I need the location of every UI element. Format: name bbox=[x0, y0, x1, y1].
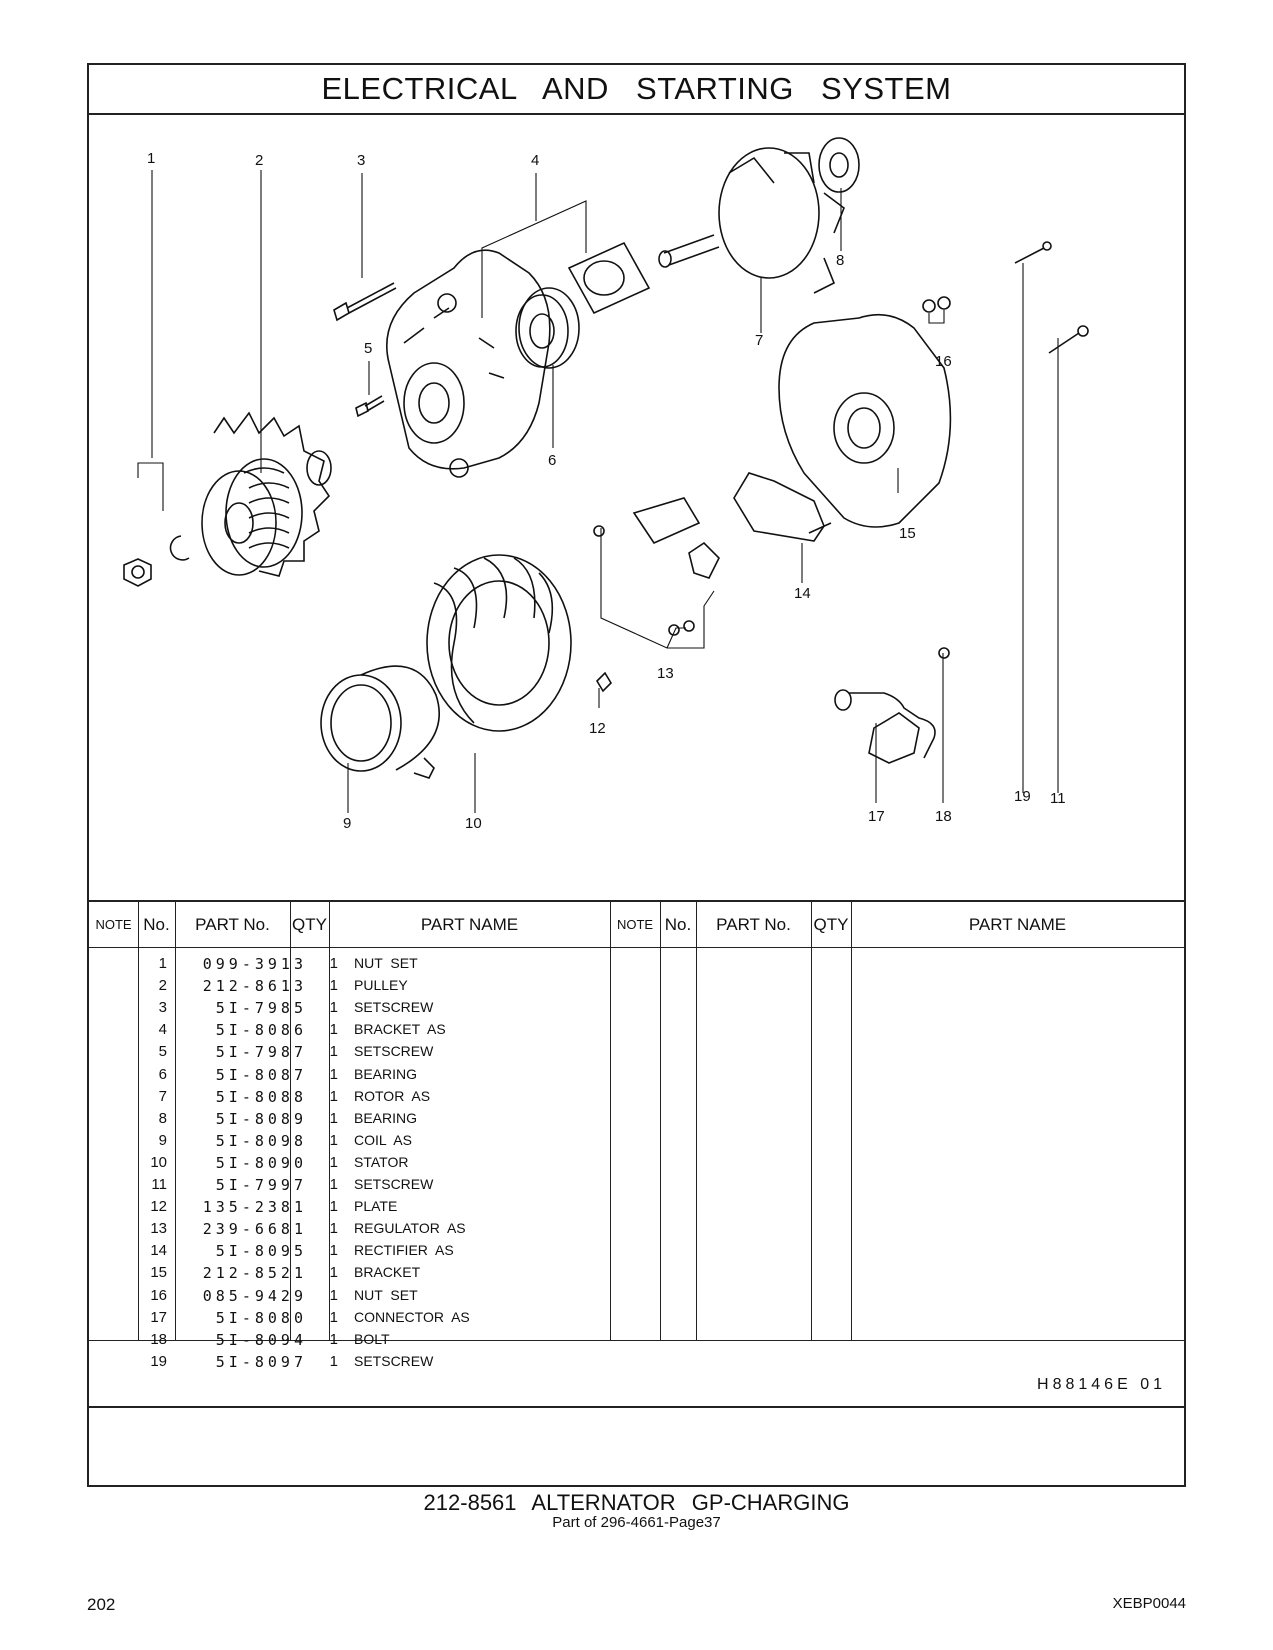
header-no: No. bbox=[143, 915, 170, 934]
part-name: NUT SET bbox=[354, 1286, 418, 1303]
part-name: REGULATOR AS bbox=[354, 1220, 466, 1237]
table-row bbox=[89, 955, 1184, 978]
part-number: 5I-8086 bbox=[215, 1021, 307, 1040]
part-number-index: 3 bbox=[158, 999, 167, 1017]
part-number: 5I-8095 bbox=[215, 1242, 307, 1261]
callout-9: 9 bbox=[343, 815, 352, 832]
part-name: BRACKET bbox=[354, 1264, 421, 1281]
part-name: COIL AS bbox=[354, 1131, 412, 1148]
illustration-code: H88146E 01 bbox=[1037, 1376, 1166, 1393]
part-number-index: 2 bbox=[158, 977, 167, 995]
page-frame bbox=[87, 63, 1186, 1487]
callout-11: 11 bbox=[1050, 790, 1066, 807]
part-name: BEARING bbox=[354, 1109, 418, 1126]
callout-19: 19 bbox=[1014, 788, 1031, 805]
part-quantity: 1 bbox=[329, 955, 338, 972]
part-number-index: 16 bbox=[150, 1286, 167, 1304]
part-number: 239-6681 bbox=[202, 1220, 307, 1239]
part-quantity: 1 bbox=[329, 1109, 338, 1127]
part-number-index: 18 bbox=[150, 1330, 167, 1348]
header-qty: QTY bbox=[292, 915, 327, 934]
part-number-index: 14 bbox=[150, 1242, 167, 1260]
part-number: 5I-7997 bbox=[215, 1176, 307, 1194]
part-number: 5I-8097 bbox=[215, 1352, 307, 1371]
parts-table bbox=[89, 900, 1184, 1408]
part-number-index: 4 bbox=[158, 1021, 167, 1039]
part-quantity: 1 bbox=[329, 1087, 338, 1105]
part-quantity: 1 bbox=[329, 1308, 338, 1326]
table-row bbox=[89, 1220, 1184, 1243]
part-number-index: 15 bbox=[150, 1264, 167, 1282]
pulley-fan-drawing bbox=[202, 413, 331, 576]
part-name: NUT SET bbox=[354, 955, 418, 971]
caption-title: 212-8561 ALTERNATOR GP-CHARGING bbox=[423, 1490, 850, 1515]
part-number: 5I-8087 bbox=[215, 1065, 307, 1084]
header-part-name-2: PART NAME bbox=[968, 915, 1067, 934]
part-quantity: 1 bbox=[329, 1264, 338, 1282]
header-part-no: PART No. bbox=[195, 915, 270, 934]
part-number: 099-3913 bbox=[202, 955, 307, 973]
callout-5: 5 bbox=[364, 340, 373, 357]
table-row bbox=[89, 1331, 1184, 1354]
part-number-index: 1 bbox=[158, 955, 167, 972]
callout-3: 3 bbox=[357, 152, 366, 169]
part-quantity: 1 bbox=[329, 1043, 338, 1061]
header-part-no-2: PART No. bbox=[716, 915, 791, 934]
part-number-index: 17 bbox=[150, 1308, 167, 1326]
callout-17: 17 bbox=[868, 808, 885, 825]
rear-housing-drawing bbox=[779, 315, 950, 527]
part-quantity: 1 bbox=[329, 1286, 338, 1304]
part-name: CONNECTOR AS bbox=[354, 1308, 470, 1325]
table-row bbox=[89, 1176, 1184, 1199]
callout-2: 2 bbox=[255, 152, 264, 169]
callout-1: 1 bbox=[147, 150, 156, 167]
part-number: 085-9429 bbox=[202, 1286, 307, 1305]
caption-subtitle: Part of 296-4661-Page37 bbox=[552, 1514, 721, 1531]
header-note-2: NOTE bbox=[616, 917, 654, 932]
nuts-bolts-drawing bbox=[923, 242, 1088, 353]
nut-set-drawing bbox=[124, 536, 189, 586]
part-number: 5I-8089 bbox=[215, 1109, 307, 1128]
coil-stator-drawing bbox=[321, 555, 571, 778]
part-number-index: 19 bbox=[150, 1352, 167, 1370]
table-row bbox=[89, 1021, 1184, 1044]
table-row bbox=[89, 1264, 1184, 1287]
figure-caption bbox=[0, 1491, 1273, 1531]
part-name: RECTIFIER AS bbox=[354, 1242, 454, 1259]
alternator-exploded-view bbox=[89, 113, 1184, 900]
part-name: SETSCREW bbox=[354, 1352, 434, 1369]
table-row bbox=[89, 1154, 1184, 1177]
front-housing-drawing bbox=[387, 243, 649, 477]
table-row bbox=[89, 1287, 1184, 1310]
part-number-index: 7 bbox=[158, 1087, 167, 1105]
part-quantity: 1 bbox=[329, 1352, 338, 1370]
rectifier-regulator-drawing bbox=[594, 473, 831, 691]
page-title: ELECTRICAL AND STARTING SYSTEM bbox=[89, 65, 1184, 115]
callout-18: 18 bbox=[935, 808, 952, 825]
table-row bbox=[89, 999, 1184, 1022]
part-number: 135-2381 bbox=[202, 1198, 307, 1217]
part-number-index: 10 bbox=[150, 1153, 167, 1171]
callout-6: 6 bbox=[548, 452, 557, 469]
part-name: ROTOR AS bbox=[354, 1087, 431, 1104]
table-row bbox=[89, 1309, 1184, 1332]
part-number-index: 5 bbox=[158, 1043, 167, 1061]
part-name: SETSCREW bbox=[354, 1176, 434, 1192]
callout-14: 14 bbox=[794, 585, 811, 602]
table-row bbox=[89, 1066, 1184, 1089]
header-qty-2: QTY bbox=[813, 915, 849, 934]
table-row bbox=[89, 1088, 1184, 1111]
callout-13: 13 bbox=[657, 665, 674, 682]
connector-drawing bbox=[835, 648, 949, 763]
part-number-index: 13 bbox=[150, 1220, 167, 1238]
rotor-drawing bbox=[659, 138, 859, 293]
part-name: SETSCREW bbox=[354, 999, 434, 1016]
table-row bbox=[89, 1043, 1184, 1066]
part-name: BOLT bbox=[354, 1330, 390, 1347]
callout-8: 8 bbox=[836, 252, 845, 269]
callout-4: 4 bbox=[531, 152, 540, 169]
part-quantity: 1 bbox=[329, 1242, 338, 1260]
table-row bbox=[89, 1242, 1184, 1265]
part-number: 212-8521 bbox=[202, 1264, 307, 1283]
table-row bbox=[89, 1198, 1184, 1221]
part-quantity: 1 bbox=[329, 1153, 338, 1171]
table-row bbox=[89, 1110, 1184, 1133]
part-number-index: 6 bbox=[158, 1065, 167, 1083]
part-number: 5I-8088 bbox=[215, 1087, 307, 1106]
part-number: 5I-8098 bbox=[215, 1131, 307, 1150]
table-header bbox=[89, 902, 1184, 948]
part-number: 212-8613 bbox=[202, 977, 307, 996]
part-quantity: 1 bbox=[329, 1021, 338, 1039]
part-number: 5I-7985 bbox=[215, 999, 307, 1018]
table-row bbox=[89, 1132, 1184, 1155]
part-quantity: 1 bbox=[329, 1065, 338, 1083]
part-number-index: 9 bbox=[158, 1131, 167, 1149]
header-note: NOTE bbox=[95, 917, 132, 932]
part-number-index: 12 bbox=[150, 1198, 167, 1216]
part-name: PLATE bbox=[354, 1198, 398, 1215]
leader-lines bbox=[138, 170, 1058, 813]
part-name: BRACKET AS bbox=[354, 1021, 446, 1038]
page-number: 202 bbox=[87, 1595, 116, 1614]
part-number-index: 8 bbox=[158, 1109, 167, 1127]
part-name: BEARING bbox=[354, 1065, 418, 1082]
document-code: XEBP0044 bbox=[1112, 1595, 1186, 1612]
part-number-index: 11 bbox=[151, 1176, 167, 1193]
callout-12: 12 bbox=[589, 720, 606, 737]
table-row bbox=[89, 977, 1184, 1000]
callout-15: 15 bbox=[899, 525, 916, 542]
part-quantity: 1 bbox=[329, 977, 338, 995]
callout-7: 7 bbox=[755, 332, 764, 349]
callout-16: 16 bbox=[935, 353, 952, 370]
callout-labels bbox=[147, 150, 1066, 832]
part-number: 5I-8080 bbox=[215, 1308, 307, 1327]
part-name: SETSCREW bbox=[354, 1043, 434, 1060]
exploded-parts-diagram bbox=[89, 113, 1184, 900]
part-quantity: 1 bbox=[329, 1220, 338, 1238]
part-quantity: 1 bbox=[329, 999, 338, 1017]
part-number: 5I-7987 bbox=[215, 1043, 307, 1062]
part-name: STATOR bbox=[354, 1153, 409, 1170]
part-quantity: 1 bbox=[329, 1330, 338, 1348]
part-number: 5I-8090 bbox=[215, 1153, 307, 1172]
part-number: 5I-8094 bbox=[215, 1330, 307, 1349]
part-quantity: 1 bbox=[329, 1198, 338, 1216]
part-name: PULLEY bbox=[354, 977, 408, 994]
table-row bbox=[89, 1353, 1184, 1376]
part-quantity: 1 bbox=[329, 1131, 338, 1149]
part-quantity: 1 bbox=[329, 1176, 338, 1193]
header-part-name: PART NAME bbox=[420, 915, 519, 934]
header-no-2: No. bbox=[664, 915, 692, 934]
callout-10: 10 bbox=[465, 815, 482, 832]
